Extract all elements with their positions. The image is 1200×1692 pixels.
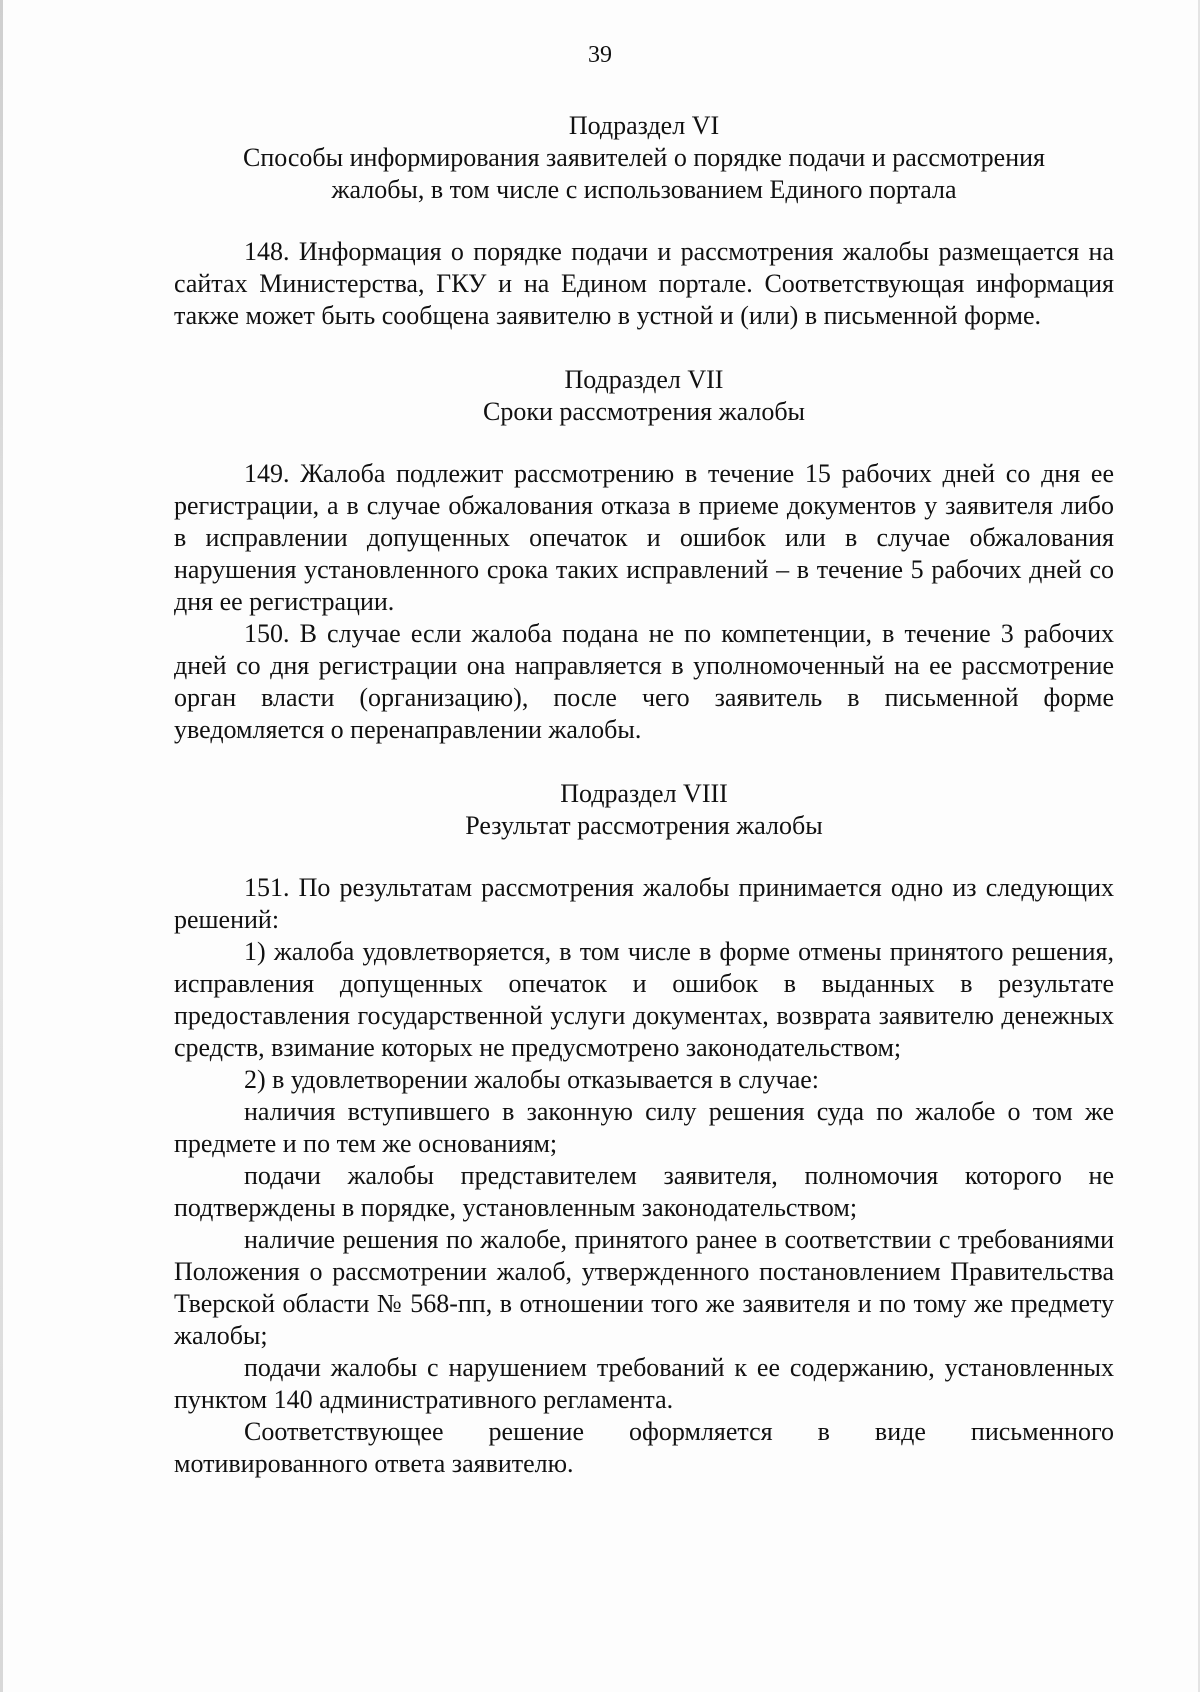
list-item-1: 1) жалоба удовлетворяется, в том числе в форме отмены принятого решения, исправления допущенных опечаток и ошибок в выданных в результате предоставления государственной услуги документах, возврата заявителю денежных средств, взимание которых не предусмотрено законодательством; — [174, 937, 1114, 1062]
refusal-reason-court: наличия вступившего в законную силу решения суда по жалобе о том же предмете и по тем же основаниям; — [174, 1097, 1114, 1158]
list-item-2: 2) в удовлетворении жалобы отказывается в случае: — [244, 1065, 820, 1094]
paragraph-148: 148. Информация о порядке подачи и рассмотрения жалобы размещается на сайтах Министерства, ГКУ и на Едином портале. Соответствующая информация также может быть сообщена заявителю в устной и (или) в письменной форме. — [174, 237, 1114, 330]
section-title: Подраздел VIII — [560, 779, 728, 808]
refusal-reason-prior-decision: наличие решения по жалобе, принятого ранее в соответствии с требованиями Положения о рассмотрении жалоб, утвержденного постановлением Правительства Тверской области № 568-пп, в отношении того же заявителя и по тому же предмету жалобы; — [174, 1225, 1114, 1350]
section-subtitle: Сроки рассмотрения жалобы — [482, 397, 806, 426]
paragraph-151: 151. По результатам рассмотрения жалобы принимается одно из следующих решений: — [174, 873, 1114, 934]
section-title: Подраздел VII — [564, 365, 724, 394]
paragraph-149: 149. Жалоба подлежит рассмотрению в течение 15 рабочих дней со дня ее регистрации, а в случае обжалования отказа в приеме документов у заявителя либо в исправлении допущенных опечаток и ошибок или в случае обжалования нарушения установленного срока таких исправлений – в течение 5 рабочих дней со дня ее регистрации. — [174, 459, 1114, 616]
document-body — [174, 110, 1114, 1480]
refusal-reason-content: подачи жалобы с нарушением требований к ее содержанию, установленных пунктом 140 административного регламента. — [174, 1353, 1114, 1414]
paragraph-150: 150. В случае если жалоба подана не по компетенции, в течение 3 рабочих дней со дня регистрации она направляется в уполномоченный на ее рассмотрение орган власти (организацию), после чего заявитель в письменной форме уведомляется о перенаправлении жалобы. — [174, 619, 1114, 744]
section-heading-vi — [174, 110, 1114, 206]
section-heading-vii — [174, 364, 1114, 428]
page-number: 39 — [588, 42, 612, 68]
section-title: Подраздел VI — [568, 111, 720, 140]
section-subtitle: жалобы, в том числе с использованием Единого портала — [331, 175, 957, 204]
section-subtitle: Способы информирования заявителей о порядке подачи и рассмотрения — [242, 143, 1045, 172]
section-heading-viii — [174, 778, 1114, 842]
paragraph-decision-form: Соответствующее решение оформляется в виде письменного мотивированного ответа заявителю. — [174, 1417, 1114, 1478]
scan-edge-left — [0, 0, 3, 1692]
section-subtitle: Результат рассмотрения жалобы — [465, 811, 823, 840]
refusal-reason-representative: подачи жалобы представителем заявителя, полномочия которого не подтверждены в порядке, установленным законодательством; — [174, 1161, 1114, 1222]
